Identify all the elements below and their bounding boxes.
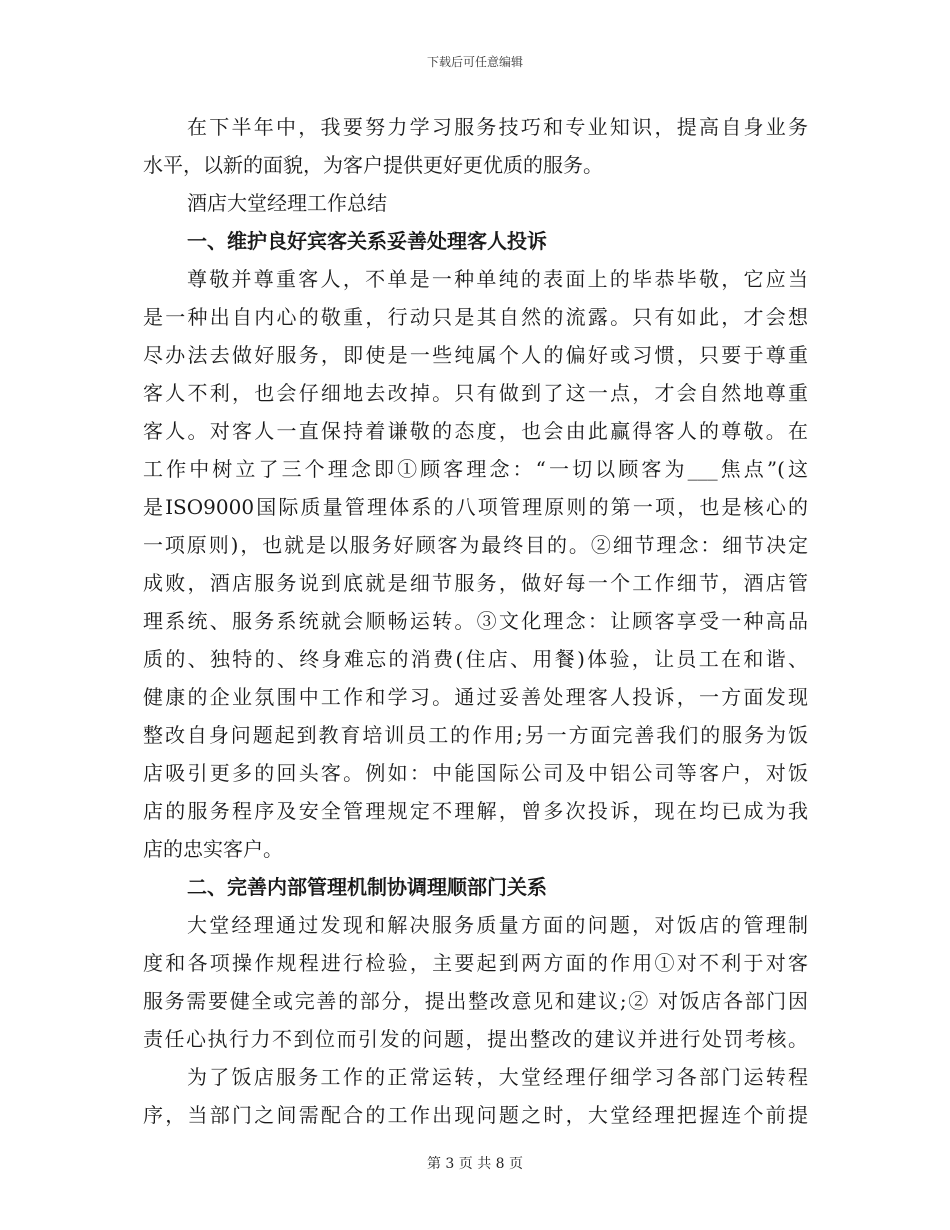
paragraph-line: 质的、独特的、终身难忘的消费(住店、用餐)体验，让员工在和谐、 xyxy=(143,647,808,671)
paragraph-line: 是ISO9000国际质量管理体系的八项管理原则的第一项，也是核心的 xyxy=(143,495,808,519)
page-number: 第 3 页 共 8 页 xyxy=(426,1156,524,1172)
paragraph-line: 一项原则)，也就是以服务好顾客为最终目的。②细节理念：细节决定 xyxy=(143,533,808,557)
paragraph-line: 是一种出自内心的敬重，行动只是其自然的流露。只有如此，才会想 xyxy=(143,305,808,329)
paragraph-line: 责任心执行力不到位而引发的问题，提出整改的建议并进行处罚考核。 xyxy=(143,1027,808,1051)
paragraph-line: 度和各项操作规程进行检验，主要起到两方面的作用①对不利于对客 xyxy=(143,951,808,975)
paragraph-line: 整改自身问题起到教育培训员工的作用;另一方面完善我们的服务为饭 xyxy=(143,723,808,747)
paragraph-line: 店吸引更多的回头客。例如：中能国际公司及中铝公司等客户，对饭 xyxy=(143,761,808,785)
paragraph-line: 理系统、服务系统就会顺畅运转。③文化理念：让顾客享受一种高品 xyxy=(143,609,808,633)
paragraph-line: 客人不利，也会仔细地去改掉。只有做到了这一点，才会自然地尊重 xyxy=(143,381,808,405)
paragraph-line: 序，当部门之间需配合的工作出现问题之时，大堂经理把握连个前提 xyxy=(143,1103,808,1127)
paragraph-line: 成败，酒店服务说到底就是细节服务，做好每一个工作细节，酒店管 xyxy=(143,571,808,595)
paragraph-line: 尊敬并尊重客人，不单是一种单纯的表面上的毕恭毕敬，它应当 xyxy=(187,267,808,291)
paragraph-line: 为了饭店服务工作的正常运转，大堂经理仔细学习各部门运转程 xyxy=(187,1065,808,1089)
paragraph-line: 水平，以新的面貌，为客户提供更好更优质的服务。 xyxy=(143,153,603,177)
paragraph-line: 大堂经理通过发现和解决服务质量方面的问题，对饭店的管理制 xyxy=(187,913,808,937)
section-heading-1: 一、维护良好宾客关系妥善处理客人投诉 xyxy=(187,229,547,253)
paragraph-line: 店的忠实客户。 xyxy=(143,837,283,861)
document-subtitle: 酒店大堂经理工作总结 xyxy=(187,191,387,215)
paragraph-line: 客人。对客人一直保持着谦敬的态度，也会由此赢得客人的尊敬。在 xyxy=(143,419,808,443)
section-heading-2: 二、完善内部管理机制协调理顺部门关系 xyxy=(187,875,547,899)
page-footer xyxy=(0,1155,950,1173)
paragraph-line: 店的服务程序及安全管理规定不理解，曾多次投诉，现在均已成为我 xyxy=(143,799,808,823)
paragraph-line: 服务需要健全或完善的部分，提出整改意见和建议;② 对饭店各部门因 xyxy=(143,989,808,1013)
paragraph-line: 在下半年中，我要努力学习服务技巧和专业知识，提高自身业务 xyxy=(187,115,808,139)
paragraph-line: 尽办法去做好服务，即使是一些纯属个人的偏好或习惯，只要于尊重 xyxy=(143,343,808,367)
paragraph-line: 工作中树立了三个理念即①顾客理念：“一切以顾客为___焦点”(这 xyxy=(143,457,808,481)
paragraph-line: 健康的企业氛围中工作和学习。通过妥善处理客人投诉，一方面发现 xyxy=(143,685,808,709)
document-body xyxy=(143,108,808,1134)
header-note: 下载后可任意编辑 xyxy=(426,55,523,69)
page-header xyxy=(0,54,950,70)
